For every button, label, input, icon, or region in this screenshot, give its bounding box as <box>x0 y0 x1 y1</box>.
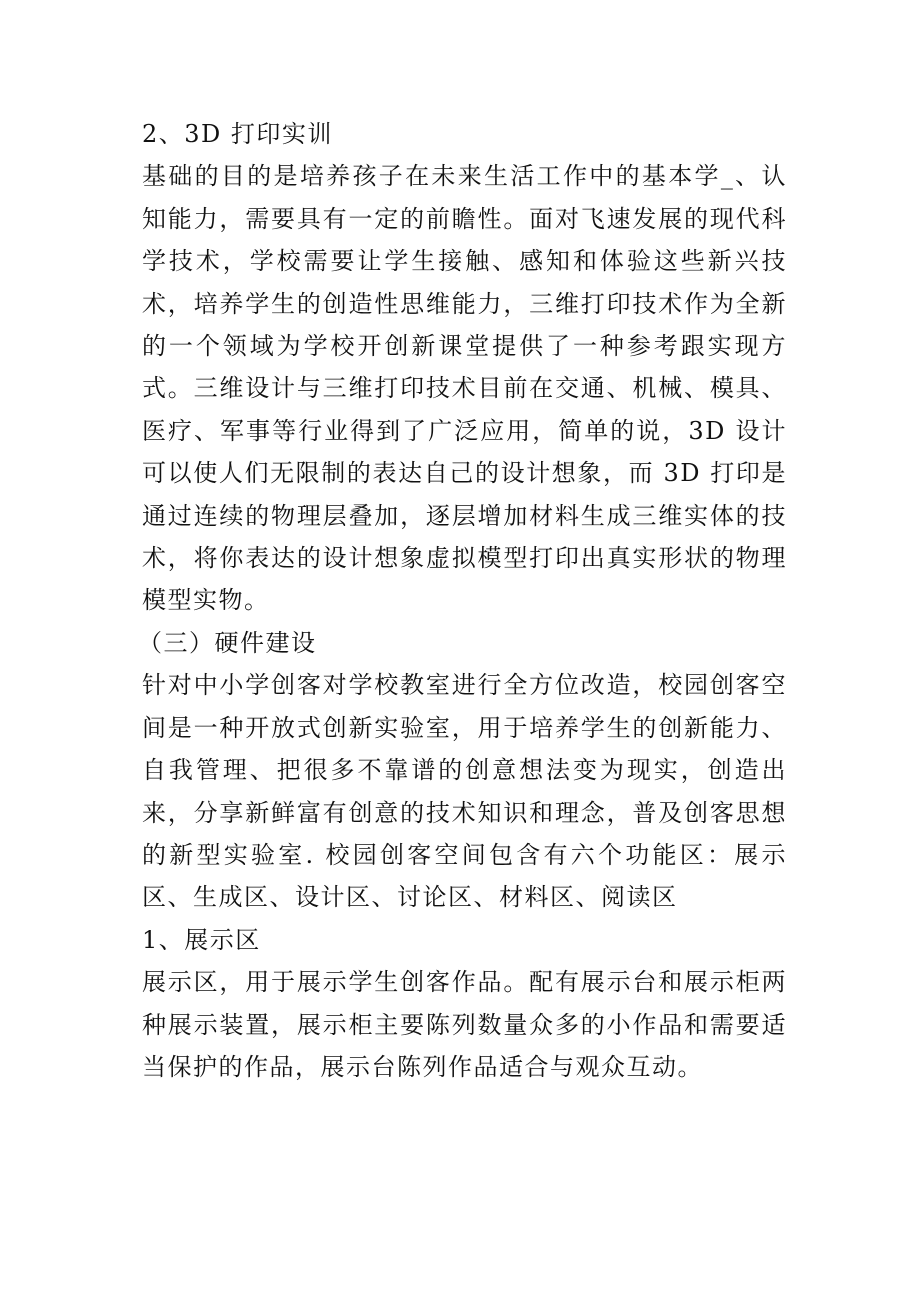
paragraph-display-area: 展示区，用于展示学生创客作品。配有展示台和展示柜两种展示装置，展示柜主要陈列数量众多的小作品和需要适当保护的作品，展示台陈列作品适合与观众互动。 <box>142 968 787 1081</box>
section-heading-3d-printing: 2、3D 打印实训 <box>142 120 333 148</box>
document-body <box>138 113 787 1088</box>
paragraph-hardware: 针对中小学创客对学校教室进行全方位改造，校园创客空间是一种开放式创新实验室，用于培养学生的创新能力、自我管理、把很多不靠谱的创意想法变为现实，创造出来，分享新鲜富有创意的技术知识和理念，普及创客思想的新型实验室. 校园创客空间包含有六个功能区：展示区、生成区、设计区、讨论区、材料区、阅读区 <box>142 671 787 912</box>
section-heading-display-area: 1、展示区 <box>142 925 261 954</box>
section-heading-hardware: （三）硬件建设 <box>138 628 317 657</box>
paragraph-3d-printing: 基础的目的是培养孩子在未来生活工作中的基本学_、认知能力，需要具有一定的前瞻性。面对飞速发展的现代科学技术，学校需要让学生接触、感知和体验这些新兴技术，培养学生的创造性思维能力，三维打印技术作为全新的一个领域为学校开创新课堂提供了一种参考跟实现方式。三维设计与三维打印技术目前在交通、机械、模具、医疗、军事等行业得到了广泛应用，简单的说，3D 设计可以使人们无限制的表达自己的设计想象，而 3D 打印是通过连续的物理层叠加，逐层增加材料生成三维实体的技术，将你表达的设计想象虚拟模型打印出真实形状的物理模型实物。 <box>142 162 787 615</box>
